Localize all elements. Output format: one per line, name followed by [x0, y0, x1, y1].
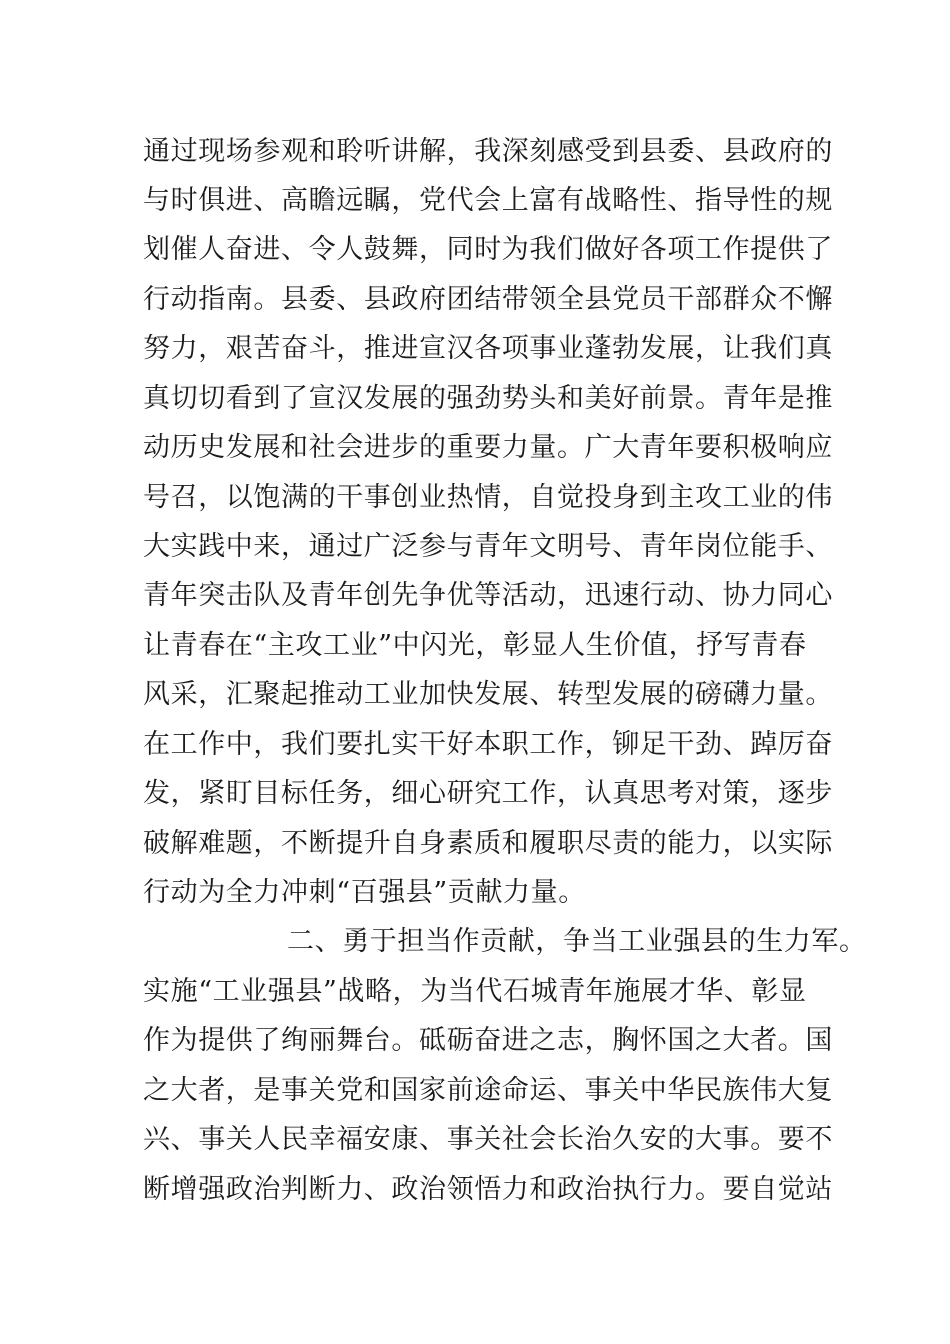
text-line: 兴、事关人民幸福安康、事关社会长治久安的大事。要不: [143, 1124, 833, 1155]
text-line: 与时俱进、高瞻远瞩，党代会上富有战略性、指导性的规: [143, 185, 833, 216]
text-line: 破解难题，不断提升自身素质和履职尽责的能力，以实际: [143, 828, 833, 859]
text-line: 青年突击队及青年创先争优等活动，迅速行动、协力同心: [143, 580, 833, 611]
text-line: 作为提供了绚丽舞台。砥砺奋进之志，胸怀国之大者。国: [143, 1025, 833, 1056]
text-line: 断增强政治判断力、政治领悟力和政治执行力。要自觉站: [143, 1174, 833, 1205]
text-line: 动历史发展和社会进步的重要力量。广大青年要积极响应: [143, 432, 833, 463]
text-line: 实施“工业强县”战略，为当代石城青年施展才华、彰显: [143, 976, 807, 1007]
text-line: 在工作中，我们要扎实干好本职工作，铆足干劲、踔厉奋: [143, 729, 833, 760]
text-line: 真切切看到了宣汉发展的强劲势头和美好前景。青年是推: [143, 383, 833, 414]
text-line: 让青春在“主攻工业”中闪光，彰显人生价值，抒写青春: [143, 630, 807, 661]
text-line: 风采，汇聚起推动工业加快发展、转型发展的磅礴力量。: [143, 679, 833, 710]
text-line: 发，紧盯目标任务，细心研究工作，认真思考对策，逐步: [143, 778, 833, 809]
text-line: 通过现场参观和聆听讲解，我深刻感受到县委、县政府的: [143, 136, 833, 167]
text-line: 行动指南。县委、县政府团结带领全县党员干部群众不懈: [143, 284, 833, 315]
text-line: 努力，艰苦奋斗，推进宣汉各项事业蓬勃发展，让我们真: [143, 333, 833, 364]
text-line: 行动为全力冲刺“百强县”贡献力量。: [143, 877, 586, 908]
text-line: 之大者，是事关党和国家前途命运、事关中华民族伟大复: [143, 1075, 833, 1106]
text-line: 划催人奋进、令人鼓舞，同时为我们做好各项工作提供了: [143, 234, 833, 265]
text-line: 号召，以饱满的干事创业热情，自觉投身到主攻工业的伟: [143, 482, 833, 513]
text-line: 大实践中来，通过广泛参与青年文明号、青年岗位能手、: [143, 531, 833, 562]
section-heading: 二、勇于担当作贡献，争当工业强县的生力军。: [287, 926, 867, 957]
